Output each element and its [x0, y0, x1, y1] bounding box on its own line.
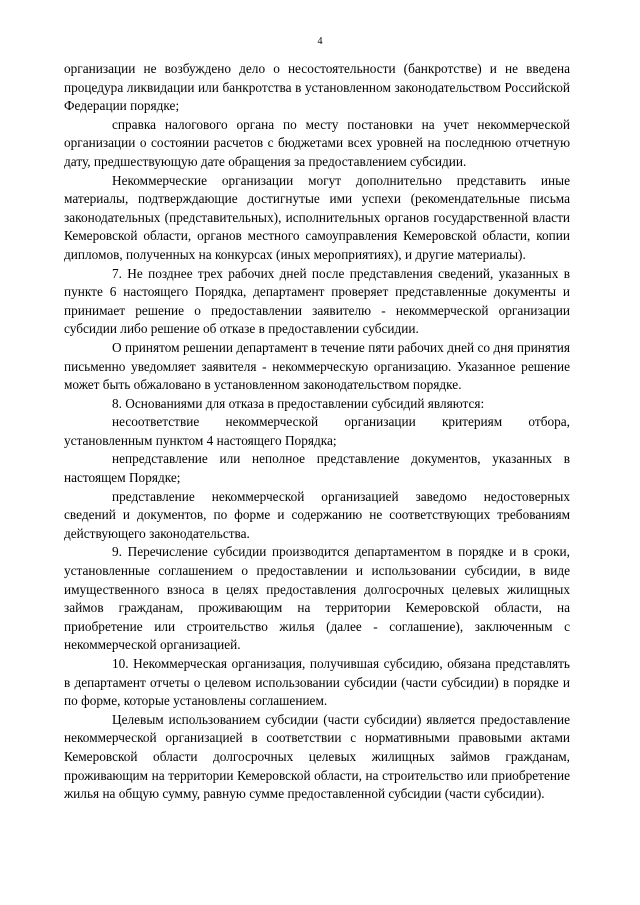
paragraph-target-use: Целевым использованием субсидии (части субсидии) является предоставление некоммерческой организацией в соответствии с нормативными правовыми актами Кемеровской области долгосрочных целевых жилищных займов гражданам, проживающим на территории Кемеровской области, на строительство или приобретение жилья на общую сумму, равную сумме предоставленной субсидии (части субсидии).	[64, 711, 570, 802]
paragraph-refusal-false-info: представление некоммерческой организацией заведомо недостоверных сведений и документов, по форме и содержанию не соответствующих требованиям действующего законодательства.	[64, 488, 570, 541]
document-body	[64, 60, 570, 804]
paragraph-item-7: 7. Не позднее трех рабочих дней после представления сведений, указанных в пункте 6 настоящего Порядка, департамент проверяет представленные документы и принимает решение о предоставлении заявителю - некоммерческой организации субсидии либо решение об отказе в предоставлении субсидии.	[64, 265, 570, 337]
paragraph-additional-materials: Некоммерческие организации могут дополнительно представить иные материалы, подтверждающие достигнутые ими успехи (рекомендательные письма законодательных (представительных), исполнительных органов государственной власти Кемеровской области, органов местного самоуправления Кемеровской области, копии дипломов, полученных на конкурсах (иных мероприятиях), и другие материалы).	[64, 172, 570, 262]
paragraph-item-8: 8. Основаниями для отказа в предоставлении субсидий являются:	[112, 395, 485, 411]
paragraph-item-9: 9. Перечисление субсидии производится департаментом в порядке и в сроки, установленные соглашением о предоставлении и использовании субсидии, в виде имущественного взноса в целях предоставления долгосрочных целевых жилищных займов гражданам, проживающим на территории Кемеровской области, на приобретение или строительство жилья (далее - соглашение), заключенным с некоммерческой организацией.	[64, 544, 570, 653]
paragraph-bankruptcy-continuation: организации не возбуждено дело о несостоятельности (банкротстве) и не введена процедура ликвидации или банкротства в установленном законодательством Российской Федерации порядке;	[64, 61, 570, 114]
paragraph-refusal-criteria: несоответствие некоммерческой организации критериям отбора, установленным пунктом 4 настоящего Порядка;	[64, 414, 570, 448]
paragraph-refusal-documents: непредставление или неполное представление документов, указанных в настоящем Порядке;	[64, 451, 570, 486]
paragraph-item-10: 10. Некоммерческая организация, получившая субсидию, обязана представлять в департамент отчеты о целевом использовании субсидии (части субсидии) в порядке и по форме, которые установлены соглашением.	[64, 656, 570, 709]
page-number: 4	[317, 36, 323, 47]
paragraph-tax-certificate: справка налогового органа по месту постановки на учет некоммерческой организации о состоянии расчетов с бюджетами всех уровней на последнюю отчетную дату, предшествующую дате обращения за предоставлением субсидии.	[64, 116, 570, 169]
paragraph-decision-notice: О принятом решении департамент в течение пяти рабочих дней со дня принятия письменно уведомляет заявителя - некоммерческую организацию. Указанное решение может быть обжаловано в установленном законодательством порядке.	[64, 339, 570, 393]
